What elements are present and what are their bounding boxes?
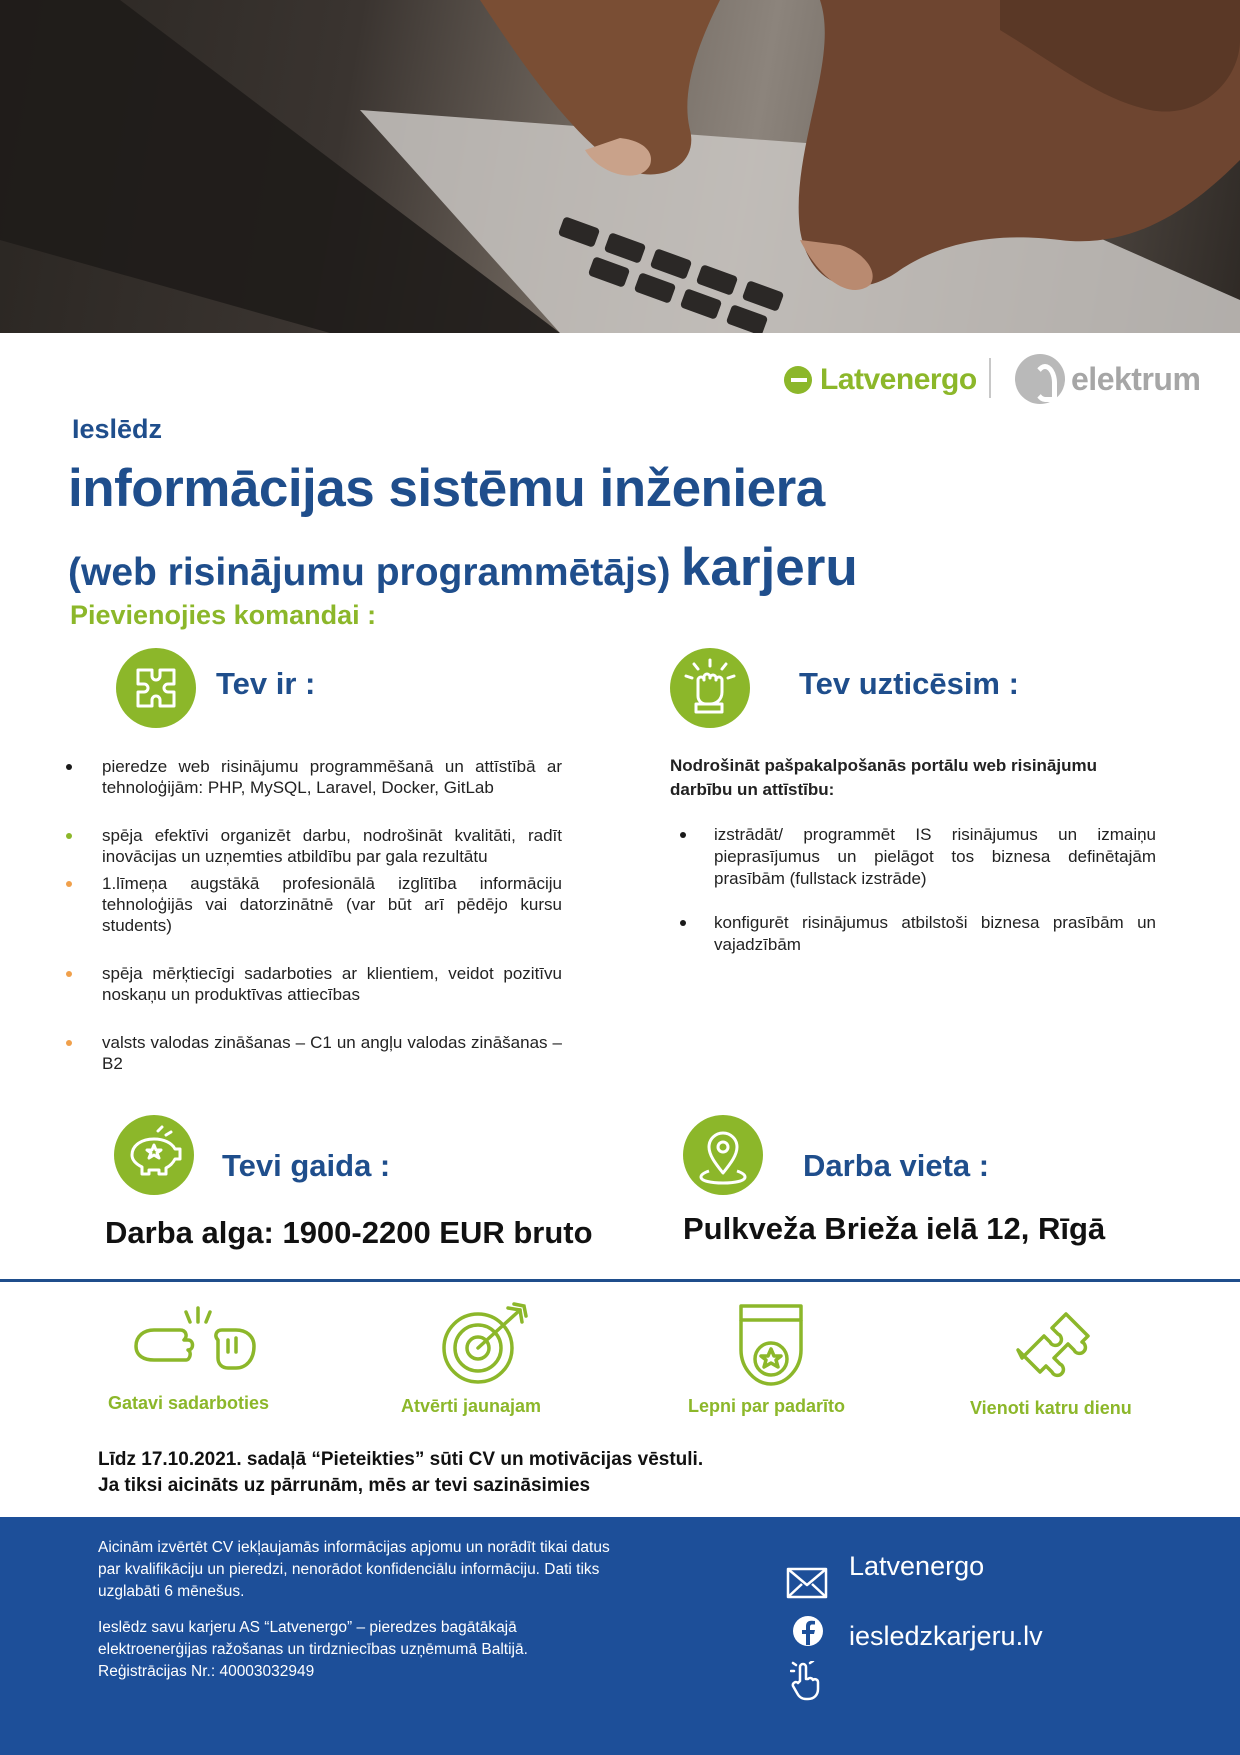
join-team-subtitle: Pievienojies komandai : — [70, 600, 377, 630]
list-item: izstrādāt/ programmēt IS risinājumus un izmaiņu pieprasījumus un pielāgot tos biznesa definētajām prasībām (fullstack izstrāde) — [676, 824, 1156, 890]
location-text: Pulkveža Brieža ielā 12, Rīgā — [683, 1211, 1106, 1246]
job-title-line2 — [68, 537, 858, 598]
company-about: Ieslēdz savu karjeru AS “Latvenergo” – pieredzes bagātākajā elektroenerģijas ražošanas un tirdzniecības uzņēmumā Baltijā. Reģistrācijas Nr.: 40003032949 — [98, 1619, 528, 1680]
list-item: konfigurēt risinājumus atbilstoši biznesa prasībām un vajadzībām — [676, 912, 1156, 956]
salary-text: Darba alga: 1900-2200 EUR bruto — [105, 1215, 593, 1250]
piggy-bank-circle-icon — [114, 1115, 194, 1195]
application-deadline — [98, 1447, 703, 1499]
pre-title: Ieslēdz — [72, 414, 163, 444]
envelope-icon — [786, 1567, 828, 1604]
responsibilities-intro: Nodrošināt pašpakalpošanās portālu web risinājumu darbību un attīstību: — [670, 756, 1097, 799]
darba-vieta-heading: Darba vieta : — [803, 1148, 990, 1183]
location-pin-circle-icon — [683, 1115, 763, 1195]
list-item: spēja efektīvi organizēt darbu, nodrošināt kvalitāti, radīt inovācijas un uzņemties atbildību par gala rezultātu — [62, 825, 562, 867]
elektrum-logo — [1015, 352, 1200, 406]
value-label: Lepni par padarīto — [688, 1396, 846, 1416]
list-item: 1.līmeņa augstākā profesionālā izglītība informāciju tehnoloģijās vai datorzinātnē (var būt arī pēdējo kursu students) — [62, 873, 562, 936]
puzzle-circle-icon — [116, 648, 196, 728]
raised-fist-circle-icon — [670, 648, 750, 728]
latvenergo-wordmark: Latvenergo — [820, 363, 977, 396]
elektrum-mark-icon — [1015, 354, 1065, 404]
latvenergo-mark-icon — [784, 366, 812, 394]
hero-illustration — [0, 0, 1240, 333]
puzzle-icon — [1008, 1300, 1104, 1397]
tevi-gaida-heading: Tevi gaida : — [222, 1148, 391, 1183]
fist-bump-icon — [130, 1302, 260, 1387]
value-label: Gatavi sadarboties — [108, 1393, 270, 1413]
medal-icon — [738, 1303, 804, 1394]
pointing-hand-icon — [790, 1661, 822, 1706]
requirements-list — [62, 756, 562, 1074]
job-title-paren: (web risinājumu programmētājs) — [68, 551, 671, 594]
list-item: valsts valodas zināšanas – C1 un angļu valodas zināšanas – B2 — [62, 1032, 562, 1074]
responsibilities-list — [676, 824, 1156, 956]
deadline-line1: Līdz 17.10.2021. sadaļā “Pieteikties” sūti CV un motivācijas vēstuli. — [98, 1449, 704, 1470]
list-item: pieredze web risinājumu programmēšanā un attīstībā ar tehnoloģijām: PHP, MySQL, Laravel, Docker, GitLab — [62, 756, 562, 798]
job-title-karjeru: karjeru — [680, 538, 858, 597]
value-label: Atvērti jaunajam — [401, 1396, 542, 1416]
deadline-line2: Ja tiksi aicināts uz pārrunām, mēs ar tevi sazināsimies — [98, 1475, 591, 1496]
tev-uzticesim-heading: Tev uzticēsim : — [799, 666, 1019, 701]
website-link[interactable]: iesledzkarjeru.lv — [849, 1621, 1043, 1651]
facebook-icon[interactable] — [792, 1615, 824, 1652]
logo-divider — [989, 358, 991, 398]
target-icon — [438, 1300, 530, 1393]
section-divider — [0, 1279, 1240, 1282]
latvenergo-logo — [784, 360, 977, 400]
privacy-notice: Aicinām izvērtēt CV iekļaujamās informācijas apjomu un norādīt tikai datus par kvalifikāciju un pieredzi, nenorādot konfidenciālu informāciju. Dati tiks uzglabāti 6 mēnešus. — [98, 1539, 610, 1600]
tev-ir-heading: Tev ir : — [216, 666, 316, 701]
job-title-line1: informācijas sistēmu inženiera — [68, 459, 825, 518]
value-label: Vienoti katru dienu — [970, 1398, 1132, 1418]
hero-photo-laptop-typing — [0, 0, 1240, 333]
elektrum-wordmark: elektrum — [1071, 360, 1201, 397]
list-item: spēja mērķtiecīgi sadarboties ar klientiem, veidot pozitīvu noskaņu un produktīvas attiecības — [62, 963, 562, 1005]
contact-latvenergo: Latvenergo — [849, 1551, 985, 1581]
